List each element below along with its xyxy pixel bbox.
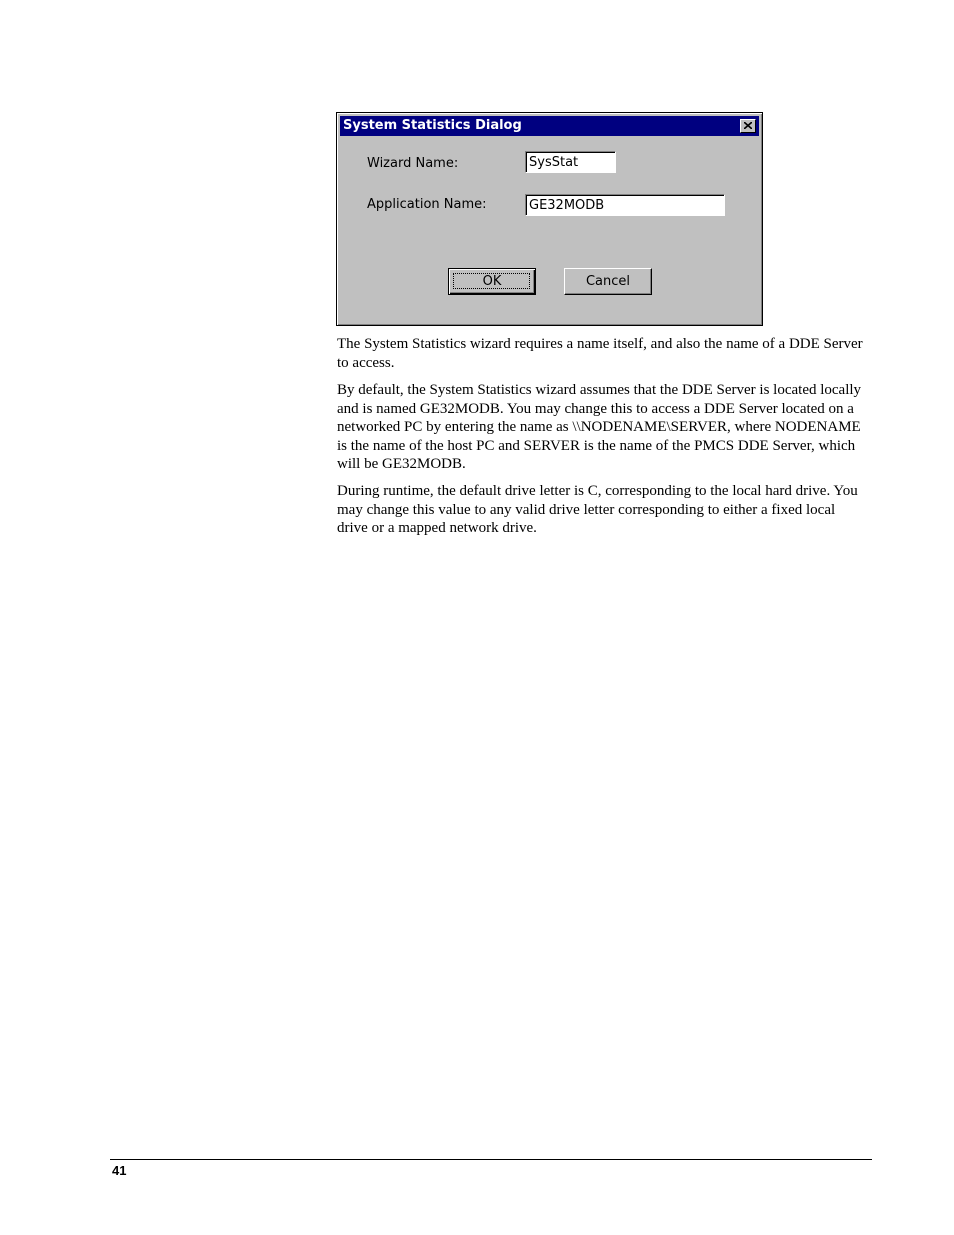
close-icon	[744, 122, 752, 129]
wizard-name-label: Wizard Name:	[367, 156, 459, 171]
ok-button-label: OK	[482, 274, 502, 289]
wizard-name-input[interactable]	[525, 151, 616, 173]
cancel-button[interactable]: Cancel	[564, 268, 652, 295]
application-name-input[interactable]	[525, 194, 725, 216]
footer-rule	[110, 1159, 872, 1160]
paragraph-default-dde-server: By default, the System Statistics wizard assumes that the DDE Server is located locally and is named GE32MODB. You may change this to access a DDE Server located on a networked PC by entering the name as \\NODENAME\SERVER, where NODENAME is the name of the host PC and SERVER is the name of the PMCS DDE Server, which will be GE32MODB.	[337, 382, 862, 472]
dialog-titlebar	[340, 116, 759, 136]
paragraph-drive-letter: During runtime, the default drive letter is C, corresponding to the local hard drive. You may change this value to any valid drive letter corresponding to either a fixed local drive or a mapped network drive.	[337, 483, 858, 536]
dialog-title: System Statistics Dialog	[343, 118, 522, 133]
ok-button[interactable]	[448, 268, 536, 295]
application-name-label: Application Name:	[367, 197, 487, 212]
system-statistics-dialog	[336, 112, 763, 326]
close-button[interactable]	[740, 119, 756, 133]
paragraph-wizard-requirements: The System Statistics wizard requires a name itself, and also the name of a DDE Server to access.	[337, 336, 863, 371]
page-number: 41	[112, 1163, 127, 1178]
